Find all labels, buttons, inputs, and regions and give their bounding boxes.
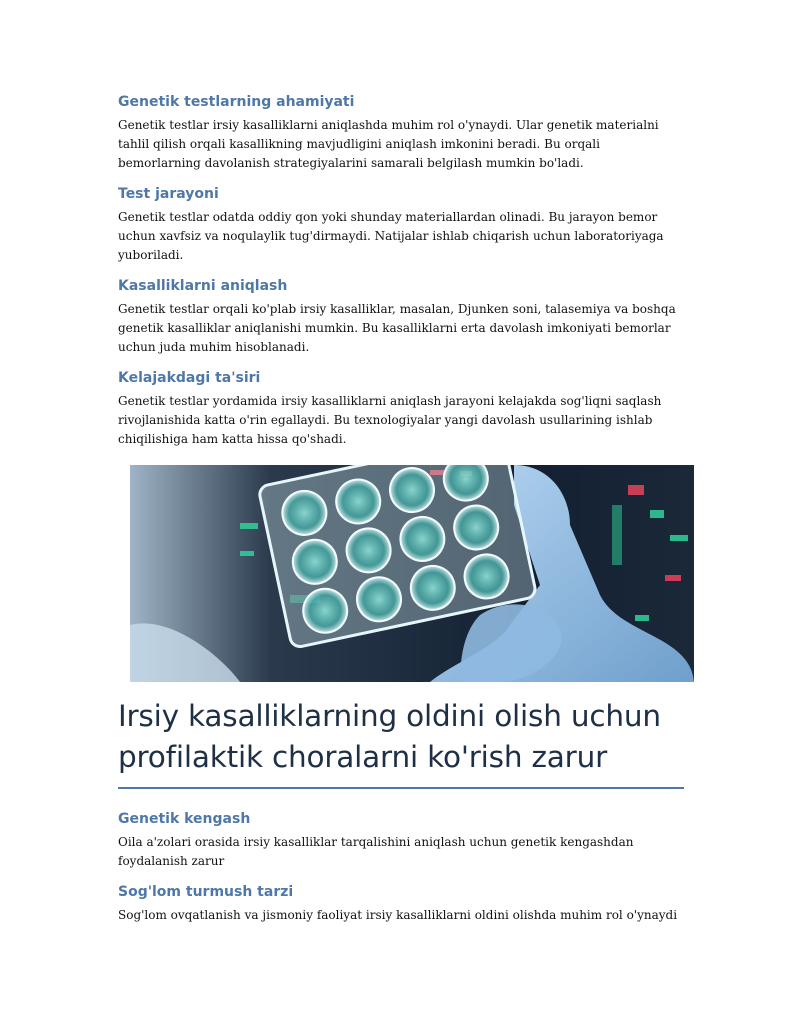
section-body: Sog'lom ovqatlanish va jismoniy faoliyat irsiy kasalliklarni oldini olishda muhim rol o'ynaydi xyxy=(118,908,678,922)
section-genetic-testing-importance xyxy=(118,92,684,173)
section-body: Oila a'zolari orasida irsiy kasalliklar tarqalishini aniqlash uchun genetik kengashdan foydalanish zarur xyxy=(118,835,634,868)
section-heading: Genetik testlarning ahamiyati xyxy=(118,94,355,110)
section-healthy-lifestyle xyxy=(118,882,684,925)
section-body: Genetik testlar irsiy kasalliklarni aniqlashda muhim rol o'ynaydi. Ular genetik materialni tahlil qilish orqali kasallikning mavjudligini aniqlash imkonini beradi. Bu orqali bemorlarning davolanish strategiyalarini samarali belgilash mumkin bo'ladi. xyxy=(118,118,659,170)
section-heading: Kelajakdagi ta'siri xyxy=(118,370,261,386)
section-body: Genetik testlar yordamida irsiy kasalliklarni aniqlash jarayoni kelajakda sog'liqni saqlash rivojlanishida katta o'rin egallaydi. Bu texnologiyalar yangi davolash usullarining ishlab chiqilishiga ham katta hissa qo'shadi. xyxy=(118,394,662,446)
section-test-process xyxy=(118,184,684,265)
section-future-impact xyxy=(118,368,684,449)
lab-well-plate-image xyxy=(130,465,694,682)
section-heading: Kasalliklarni aniqlash xyxy=(118,278,288,294)
section-body: Genetik testlar odatda oddiy qon yoki shunday materiallardan olinadi. Bu jarayon bemor uchun xavfsiz va noqulaylik tug'dirmaydi. Natijalar ishlab chiqarish uchun laboratoriyaga yuboriladi. xyxy=(118,210,664,262)
section-heading: Genetik kengash xyxy=(118,811,251,827)
section-genetic-counseling xyxy=(118,809,684,871)
main-title: Irsiy kasalliklarning oldini olish uchun profilaktik choralarni ko'rish zarur xyxy=(118,699,661,774)
title-divider xyxy=(118,787,684,789)
section-body: Genetik testlar orqali ko'plab irsiy kasalliklar, masalan, Djunken soni, talasemiya va boshqa genetik kasalliklar aniqlanishi mumkin. Bu kasalliklarni erta davolash imkoniyati bemorlar uchun juda muhim hisoblanadi. xyxy=(118,302,676,354)
content-column xyxy=(118,92,684,936)
section-heading: Sog'lom turmush tarzi xyxy=(118,884,294,900)
section-heading: Test jarayoni xyxy=(118,186,219,202)
section-disease-detection xyxy=(118,276,684,357)
well-plate-illustration xyxy=(130,465,694,682)
